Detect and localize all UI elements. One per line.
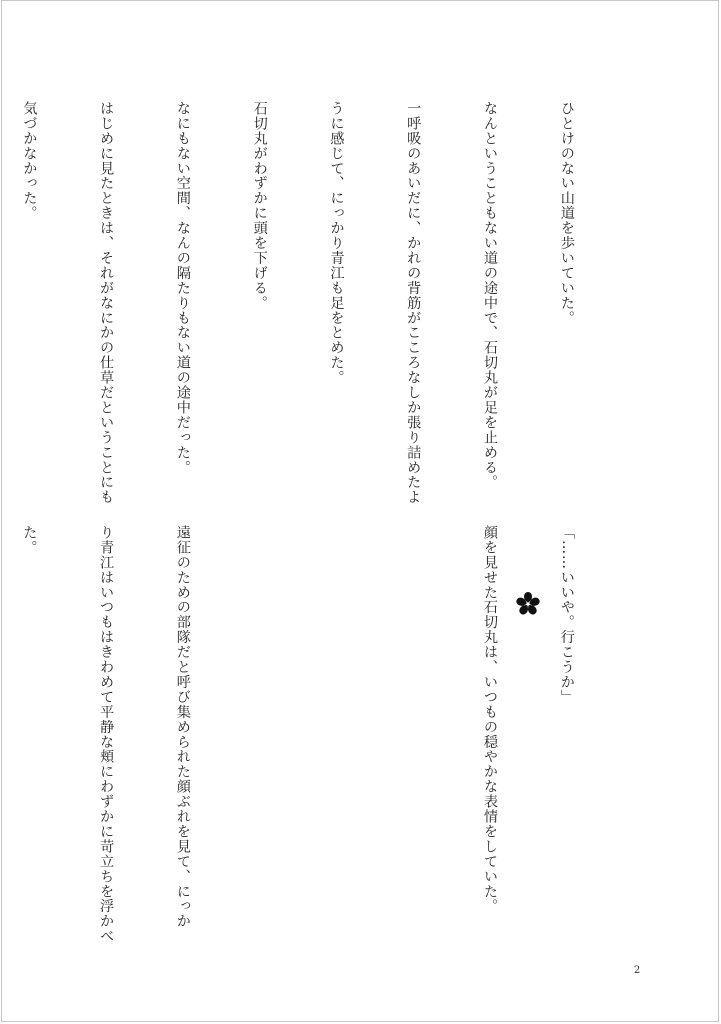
text-line: 石切丸がわずかに頭を下げる。 xyxy=(251,101,268,311)
text-line: り青江はいつもはきわめて平静な頬にわずかに苛立ちを浮かべ xyxy=(98,525,115,944)
text-line: た。 xyxy=(21,525,38,555)
blank-line xyxy=(400,525,426,945)
flower-ornament-icon xyxy=(515,591,541,617)
text-column-top xyxy=(0,101,630,505)
book-page xyxy=(1,0,719,1022)
text-line: 気づかなかった。 xyxy=(21,101,38,221)
text-line: はじめに見たときは、それがなにかの仕草だということにも xyxy=(98,101,115,505)
blank-line xyxy=(246,525,272,945)
text-line: 遠征のための部隊だと呼び集められた顔ぶれを見て、にっか xyxy=(174,525,191,929)
text-line: 「……いいや。行こうか」 xyxy=(558,525,575,705)
text-line: 顔を見せた石切丸は、いつもの穏やかな表情をしていた。 xyxy=(482,525,499,914)
page-number: 2 xyxy=(633,965,641,976)
text-line: うに感じて、にっかり青江も足をとめた。 xyxy=(328,101,345,386)
text-line: ひとけのない山道を歩いていた。 xyxy=(558,101,575,326)
text-line: なんということもない道の途中で、石切丸が足を止める。 xyxy=(482,101,499,490)
text-line: 一呼吸のあいだに、かれの背筋がこころなしか張り詰めたよ xyxy=(405,101,422,505)
blank-line xyxy=(323,525,349,945)
text-column-bottom xyxy=(0,525,630,945)
text-line: なにもない空間、なんの隔たりもない道の途中だった。 xyxy=(174,101,191,475)
